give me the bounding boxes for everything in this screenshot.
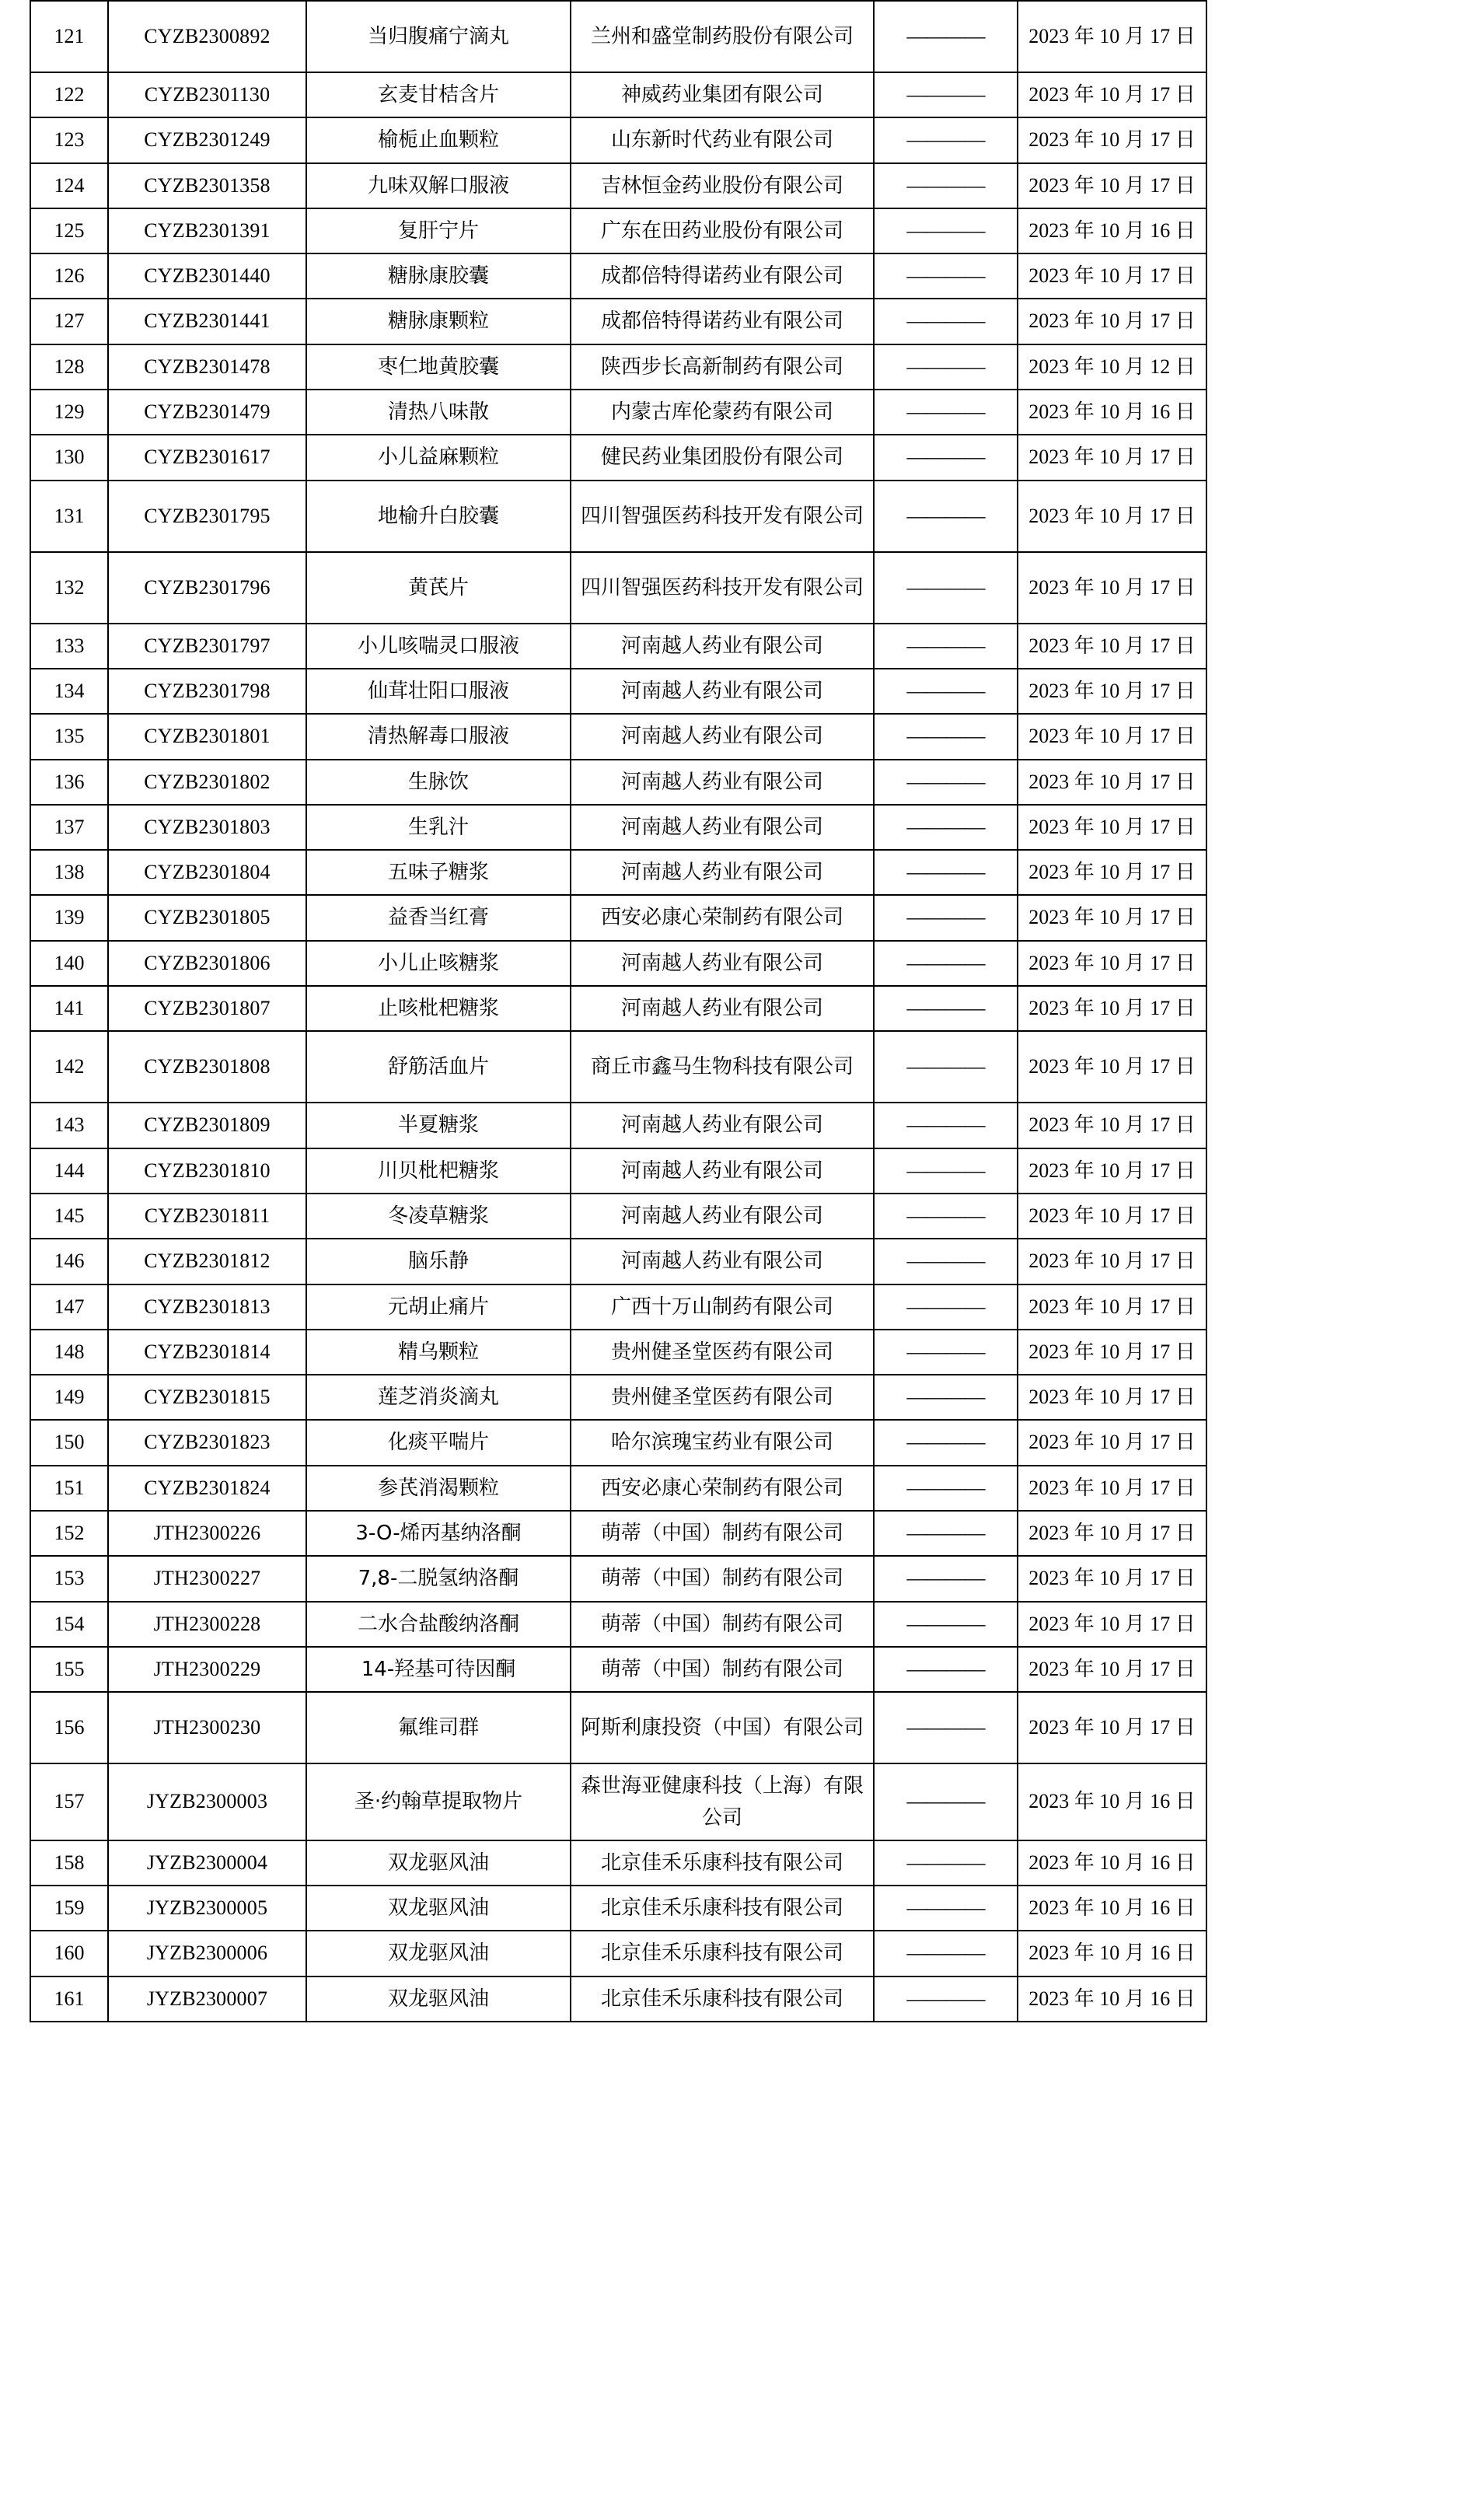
cell-drug-name: 榆栀止血颗粒 — [306, 117, 571, 163]
cell-remark: ———— — [874, 1977, 1018, 2022]
table-row — [30, 1239, 1206, 1284]
cell-company-name: 河南越人药业有限公司 — [571, 1239, 874, 1284]
cell-index: 144 — [30, 1148, 108, 1194]
cell-index: 130 — [30, 435, 108, 480]
cell-drug-name: 双龙驱风油 — [306, 1931, 571, 1976]
cell-date: 2023 年 10 月 17 日 — [1018, 850, 1206, 895]
cell-date: 2023 年 10 月 16 日 — [1018, 1840, 1206, 1886]
cell-remark: ———— — [874, 435, 1018, 480]
cell-drug-name: 14-羟基可待因酮 — [306, 1647, 571, 1692]
cell-drug-name: 化痰平喘片 — [306, 1420, 571, 1465]
cell-company-name: 北京佳禾乐康科技有限公司 — [571, 1886, 874, 1931]
cell-drug-name: 糖脉康颗粒 — [306, 299, 571, 344]
cell-drug-name: 3-O-烯丙基纳洛酮 — [306, 1511, 571, 1556]
cell-remark: ———— — [874, 208, 1018, 253]
table-row — [30, 1763, 1206, 1840]
table-row — [30, 941, 1206, 986]
cell-company-name: 广西十万山制药有限公司 — [571, 1284, 874, 1330]
cell-company-name: 北京佳禾乐康科技有限公司 — [571, 1840, 874, 1886]
cell-company-name: 四川智强医药科技开发有限公司 — [571, 552, 874, 624]
cell-drug-name: 五味子糖浆 — [306, 850, 571, 895]
cell-remark: ———— — [874, 1511, 1018, 1556]
cell-index: 156 — [30, 1692, 108, 1763]
cell-company-name: 健民药业集团股份有限公司 — [571, 435, 874, 480]
cell-drug-name: 仙茸壮阳口服液 — [306, 669, 571, 714]
cell-index: 153 — [30, 1556, 108, 1601]
cell-accept-number: JTH2300228 — [108, 1602, 306, 1647]
cell-company-name: 河南越人药业有限公司 — [571, 1194, 874, 1239]
cell-drug-name: 双龙驱风油 — [306, 1840, 571, 1886]
cell-company-name: 河南越人药业有限公司 — [571, 760, 874, 805]
cell-drug-name: 二水合盐酸纳洛酮 — [306, 1602, 571, 1647]
cell-company-name: 神威药业集团有限公司 — [571, 72, 874, 117]
cell-accept-number: CYZB2301441 — [108, 299, 306, 344]
cell-index: 131 — [30, 481, 108, 552]
cell-company-name: 萌蒂（中国）制药有限公司 — [571, 1647, 874, 1692]
cell-remark: ———— — [874, 1194, 1018, 1239]
cell-accept-number: CYZB2301809 — [108, 1103, 306, 1148]
cell-index: 139 — [30, 895, 108, 940]
cell-company-name: 贵州健圣堂医药有限公司 — [571, 1330, 874, 1375]
cell-index: 157 — [30, 1763, 108, 1840]
cell-accept-number: CYZB2301813 — [108, 1284, 306, 1330]
cell-company-name: 萌蒂（中国）制药有限公司 — [571, 1511, 874, 1556]
table-row — [30, 1375, 1206, 1420]
cell-company-name: 商丘市鑫马生物科技有限公司 — [571, 1031, 874, 1103]
cell-accept-number: CYZB2301796 — [108, 552, 306, 624]
cell-company-name: 河南越人药业有限公司 — [571, 850, 874, 895]
cell-accept-number: CYZB2301391 — [108, 208, 306, 253]
cell-drug-name: 黄芪片 — [306, 552, 571, 624]
cell-index: 141 — [30, 986, 108, 1031]
cell-company-name: 成都倍特得诺药业有限公司 — [571, 299, 874, 344]
table-row — [30, 1977, 1206, 2022]
cell-drug-name: 地榆升白胶囊 — [306, 481, 571, 552]
cell-remark: ———— — [874, 1931, 1018, 1976]
cell-remark: ———— — [874, 895, 1018, 940]
cell-accept-number: CYZB2301478 — [108, 344, 306, 390]
cell-index: 135 — [30, 714, 108, 759]
cell-drug-name: 枣仁地黄胶囊 — [306, 344, 571, 390]
cell-drug-name: 九味双解口服液 — [306, 163, 571, 208]
cell-index: 127 — [30, 299, 108, 344]
cell-accept-number: CYZB2301130 — [108, 72, 306, 117]
cell-drug-name: 玄麦甘桔含片 — [306, 72, 571, 117]
cell-accept-number: CYZB2301797 — [108, 624, 306, 669]
cell-company-name: 四川智强医药科技开发有限公司 — [571, 481, 874, 552]
cell-company-name: 西安必康心荣制药有限公司 — [571, 1466, 874, 1511]
cell-accept-number: CYZB2301824 — [108, 1466, 306, 1511]
cell-date: 2023 年 10 月 17 日 — [1018, 299, 1206, 344]
cell-remark: ———— — [874, 714, 1018, 759]
cell-date: 2023 年 10 月 17 日 — [1018, 72, 1206, 117]
table-row — [30, 1330, 1206, 1375]
cell-company-name: 成都倍特得诺药业有限公司 — [571, 253, 874, 299]
cell-date: 2023 年 10 月 17 日 — [1018, 760, 1206, 805]
cell-index: 126 — [30, 253, 108, 299]
cell-company-name: 吉林恒金药业股份有限公司 — [571, 163, 874, 208]
cell-remark: ———— — [874, 1103, 1018, 1148]
table-row — [30, 1692, 1206, 1763]
cell-date: 2023 年 10 月 17 日 — [1018, 1103, 1206, 1148]
table-body — [30, 1, 1206, 2022]
cell-company-name: 陕西步长高新制药有限公司 — [571, 344, 874, 390]
cell-remark: ———— — [874, 1330, 1018, 1375]
cell-date: 2023 年 10 月 16 日 — [1018, 1931, 1206, 1976]
cell-remark: ———— — [874, 1239, 1018, 1284]
cell-drug-name: 小儿益麻颗粒 — [306, 435, 571, 480]
cell-accept-number: CYZB2301617 — [108, 435, 306, 480]
cell-accept-number: JTH2300229 — [108, 1647, 306, 1692]
cell-accept-number: CYZB2301806 — [108, 941, 306, 986]
cell-date: 2023 年 10 月 17 日 — [1018, 669, 1206, 714]
cell-accept-number: CYZB2301805 — [108, 895, 306, 940]
cell-date: 2023 年 10 月 17 日 — [1018, 1692, 1206, 1763]
table-row — [30, 1284, 1206, 1330]
cell-drug-name: 双龙驱风油 — [306, 1886, 571, 1931]
cell-company-name: 内蒙古库伦蒙药有限公司 — [571, 390, 874, 435]
cell-remark: ———— — [874, 1886, 1018, 1931]
table-row — [30, 760, 1206, 805]
cell-drug-name: 脑乐静 — [306, 1239, 571, 1284]
table-row — [30, 895, 1206, 940]
cell-drug-name: 清热解毒口服液 — [306, 714, 571, 759]
cell-date: 2023 年 10 月 17 日 — [1018, 1511, 1206, 1556]
cell-drug-name: 小儿止咳糖浆 — [306, 941, 571, 986]
cell-company-name: 北京佳禾乐康科技有限公司 — [571, 1977, 874, 2022]
cell-remark: ———— — [874, 1375, 1018, 1420]
cell-accept-number: JYZB2300005 — [108, 1886, 306, 1931]
cell-drug-name: 圣·约翰草提取物片 — [306, 1763, 571, 1840]
cell-index: 160 — [30, 1931, 108, 1976]
cell-accept-number: CYZB2301804 — [108, 850, 306, 895]
cell-drug-name: 生乳汁 — [306, 805, 571, 850]
cell-date: 2023 年 10 月 12 日 — [1018, 344, 1206, 390]
cell-date: 2023 年 10 月 17 日 — [1018, 435, 1206, 480]
cell-drug-name: 7,8-二脱氢纳洛酮 — [306, 1556, 571, 1601]
cell-index: 148 — [30, 1330, 108, 1375]
cell-company-name: 河南越人药业有限公司 — [571, 624, 874, 669]
cell-date: 2023 年 10 月 17 日 — [1018, 1239, 1206, 1284]
cell-accept-number: JYZB2300006 — [108, 1931, 306, 1976]
table-row — [30, 481, 1206, 552]
cell-remark: ———— — [874, 1763, 1018, 1840]
cell-index: 161 — [30, 1977, 108, 2022]
cell-index: 132 — [30, 552, 108, 624]
cell-company-name: 河南越人药业有限公司 — [571, 986, 874, 1031]
cell-remark: ———— — [874, 850, 1018, 895]
cell-index: 137 — [30, 805, 108, 850]
cell-remark: ———— — [874, 1692, 1018, 1763]
cell-index: 154 — [30, 1602, 108, 1647]
cell-accept-number: CYZB2301814 — [108, 1330, 306, 1375]
cell-company-name: 兰州和盛堂制药股份有限公司 — [571, 1, 874, 72]
cell-date: 2023 年 10 月 17 日 — [1018, 1194, 1206, 1239]
cell-accept-number: CYZB2301801 — [108, 714, 306, 759]
cell-date: 2023 年 10 月 16 日 — [1018, 1763, 1206, 1840]
cell-remark: ———— — [874, 624, 1018, 669]
table-row — [30, 1886, 1206, 1931]
cell-index: 123 — [30, 117, 108, 163]
cell-index: 151 — [30, 1466, 108, 1511]
cell-date: 2023 年 10 月 17 日 — [1018, 1466, 1206, 1511]
cell-accept-number: CYZB2301812 — [108, 1239, 306, 1284]
table-row — [30, 208, 1206, 253]
cell-remark: ———— — [874, 1602, 1018, 1647]
cell-accept-number: CYZB2301479 — [108, 390, 306, 435]
cell-drug-name: 益香当红膏 — [306, 895, 571, 940]
cell-remark: ———— — [874, 117, 1018, 163]
table-row — [30, 253, 1206, 299]
cell-drug-name: 参芪消渴颗粒 — [306, 1466, 571, 1511]
table-row — [30, 163, 1206, 208]
cell-date: 2023 年 10 月 17 日 — [1018, 941, 1206, 986]
table-row — [30, 72, 1206, 117]
cell-company-name: 河南越人药业有限公司 — [571, 1148, 874, 1194]
cell-accept-number: CYZB2301249 — [108, 117, 306, 163]
cell-index: 146 — [30, 1239, 108, 1284]
cell-accept-number: CYZB2301795 — [108, 481, 306, 552]
cell-date: 2023 年 10 月 17 日 — [1018, 624, 1206, 669]
cell-index: 142 — [30, 1031, 108, 1103]
cell-date: 2023 年 10 月 17 日 — [1018, 1602, 1206, 1647]
cell-company-name: 河南越人药业有限公司 — [571, 805, 874, 850]
cell-accept-number: JYZB2300007 — [108, 1977, 306, 2022]
cell-drug-name: 清热八味散 — [306, 390, 571, 435]
cell-index: 159 — [30, 1886, 108, 1931]
cell-company-name: 河南越人药业有限公司 — [571, 1103, 874, 1148]
cell-index: 121 — [30, 1, 108, 72]
cell-index: 133 — [30, 624, 108, 669]
cell-company-name: 森世海亚健康科技（上海）有限公司 — [571, 1763, 874, 1840]
cell-index: 128 — [30, 344, 108, 390]
table-row — [30, 1148, 1206, 1194]
cell-drug-name: 冬凌草糖浆 — [306, 1194, 571, 1239]
table-row — [30, 986, 1206, 1031]
cell-remark: ———— — [874, 344, 1018, 390]
cell-company-name: 河南越人药业有限公司 — [571, 669, 874, 714]
table-row — [30, 299, 1206, 344]
cell-drug-name: 小儿咳喘灵口服液 — [306, 624, 571, 669]
cell-index: 152 — [30, 1511, 108, 1556]
cell-accept-number: JTH2300226 — [108, 1511, 306, 1556]
cell-date: 2023 年 10 月 17 日 — [1018, 1375, 1206, 1420]
table-row — [30, 1931, 1206, 1976]
cell-date: 2023 年 10 月 17 日 — [1018, 1148, 1206, 1194]
cell-date: 2023 年 10 月 17 日 — [1018, 986, 1206, 1031]
table-row — [30, 390, 1206, 435]
cell-drug-name: 复肝宁片 — [306, 208, 571, 253]
cell-accept-number: JYZB2300003 — [108, 1763, 306, 1840]
cell-index: 138 — [30, 850, 108, 895]
cell-remark: ———— — [874, 1284, 1018, 1330]
cell-index: 129 — [30, 390, 108, 435]
cell-remark: ———— — [874, 253, 1018, 299]
cell-accept-number: CYZB2301358 — [108, 163, 306, 208]
cell-drug-name: 双龙驱风油 — [306, 1977, 571, 2022]
cell-drug-name: 生脉饮 — [306, 760, 571, 805]
cell-drug-name: 莲芝消炎滴丸 — [306, 1375, 571, 1420]
cell-remark: ———— — [874, 1031, 1018, 1103]
cell-company-name: 哈尔滨瑰宝药业有限公司 — [571, 1420, 874, 1465]
cell-index: 145 — [30, 1194, 108, 1239]
cell-index: 150 — [30, 1420, 108, 1465]
cell-date: 2023 年 10 月 17 日 — [1018, 714, 1206, 759]
cell-index: 158 — [30, 1840, 108, 1886]
cell-remark: ———— — [874, 1, 1018, 72]
cell-remark: ———— — [874, 986, 1018, 1031]
cell-date: 2023 年 10 月 17 日 — [1018, 1, 1206, 72]
cell-drug-name: 半夏糖浆 — [306, 1103, 571, 1148]
cell-index: 125 — [30, 208, 108, 253]
cell-index: 136 — [30, 760, 108, 805]
cell-drug-name: 当归腹痛宁滴丸 — [306, 1, 571, 72]
cell-index: 143 — [30, 1103, 108, 1148]
table-row — [30, 1840, 1206, 1886]
cell-remark: ———— — [874, 163, 1018, 208]
cell-drug-name: 精乌颗粒 — [306, 1330, 571, 1375]
table-row — [30, 669, 1206, 714]
cell-company-name: 河南越人药业有限公司 — [571, 941, 874, 986]
cell-index: 140 — [30, 941, 108, 986]
cell-remark: ———— — [874, 299, 1018, 344]
table-row — [30, 850, 1206, 895]
table-row — [30, 1, 1206, 72]
cell-accept-number: CYZB2300892 — [108, 1, 306, 72]
table-row — [30, 1466, 1206, 1511]
table-row — [30, 435, 1206, 480]
cell-accept-number: CYZB2301808 — [108, 1031, 306, 1103]
table-row — [30, 552, 1206, 624]
cell-drug-name: 止咳枇杷糖浆 — [306, 986, 571, 1031]
cell-remark: ———— — [874, 481, 1018, 552]
cell-index: 149 — [30, 1375, 108, 1420]
cell-remark: ———— — [874, 1840, 1018, 1886]
cell-date: 2023 年 10 月 17 日 — [1018, 117, 1206, 163]
cell-company-name: 西安必康心荣制药有限公司 — [571, 895, 874, 940]
cell-company-name: 广东在田药业股份有限公司 — [571, 208, 874, 253]
cell-drug-name: 氟维司群 — [306, 1692, 571, 1763]
cell-remark: ———— — [874, 552, 1018, 624]
cell-index: 122 — [30, 72, 108, 117]
cell-date: 2023 年 10 月 17 日 — [1018, 1284, 1206, 1330]
cell-remark: ———— — [874, 1647, 1018, 1692]
cell-company-name: 贵州健圣堂医药有限公司 — [571, 1375, 874, 1420]
cell-index: 147 — [30, 1284, 108, 1330]
cell-company-name: 北京佳禾乐康科技有限公司 — [571, 1931, 874, 1976]
table-row — [30, 1420, 1206, 1465]
cell-date: 2023 年 10 月 17 日 — [1018, 1031, 1206, 1103]
cell-accept-number: CYZB2301811 — [108, 1194, 306, 1239]
cell-accept-number: CYZB2301823 — [108, 1420, 306, 1465]
drug-registration-table — [30, 0, 1207, 2022]
table-row — [30, 1602, 1206, 1647]
table-row — [30, 117, 1206, 163]
cell-remark: ———— — [874, 805, 1018, 850]
cell-remark: ———— — [874, 760, 1018, 805]
cell-remark: ———— — [874, 1420, 1018, 1465]
table-row — [30, 1031, 1206, 1103]
cell-accept-number: CYZB2301807 — [108, 986, 306, 1031]
cell-date: 2023 年 10 月 16 日 — [1018, 208, 1206, 253]
cell-accept-number: CYZB2301815 — [108, 1375, 306, 1420]
cell-company-name: 河南越人药业有限公司 — [571, 714, 874, 759]
table-row — [30, 714, 1206, 759]
cell-date: 2023 年 10 月 16 日 — [1018, 1977, 1206, 2022]
table-row — [30, 1511, 1206, 1556]
cell-accept-number: CYZB2301802 — [108, 760, 306, 805]
table-row — [30, 1647, 1206, 1692]
cell-remark: ———— — [874, 941, 1018, 986]
cell-date: 2023 年 10 月 17 日 — [1018, 552, 1206, 624]
cell-company-name: 阿斯利康投资（中国）有限公司 — [571, 1692, 874, 1763]
cell-date: 2023 年 10 月 17 日 — [1018, 895, 1206, 940]
cell-remark: ———— — [874, 669, 1018, 714]
cell-date: 2023 年 10 月 17 日 — [1018, 163, 1206, 208]
cell-date: 2023 年 10 月 16 日 — [1018, 1886, 1206, 1931]
cell-remark: ———— — [874, 390, 1018, 435]
cell-remark: ———— — [874, 72, 1018, 117]
cell-date: 2023 年 10 月 17 日 — [1018, 1647, 1206, 1692]
cell-date: 2023 年 10 月 17 日 — [1018, 1330, 1206, 1375]
table-row — [30, 1194, 1206, 1239]
cell-index: 124 — [30, 163, 108, 208]
cell-accept-number: JYZB2300004 — [108, 1840, 306, 1886]
cell-date: 2023 年 10 月 17 日 — [1018, 253, 1206, 299]
cell-company-name: 萌蒂（中国）制药有限公司 — [571, 1602, 874, 1647]
table-row — [30, 805, 1206, 850]
table-row — [30, 344, 1206, 390]
cell-remark: ———— — [874, 1466, 1018, 1511]
cell-accept-number: JTH2300230 — [108, 1692, 306, 1763]
cell-drug-name: 舒筋活血片 — [306, 1031, 571, 1103]
cell-accept-number: JTH2300227 — [108, 1556, 306, 1601]
cell-date: 2023 年 10 月 17 日 — [1018, 805, 1206, 850]
cell-accept-number: CYZB2301803 — [108, 805, 306, 850]
cell-remark: ———— — [874, 1556, 1018, 1601]
cell-company-name: 山东新时代药业有限公司 — [571, 117, 874, 163]
table-row — [30, 624, 1206, 669]
cell-accept-number: CYZB2301810 — [108, 1148, 306, 1194]
cell-remark: ———— — [874, 1148, 1018, 1194]
cell-date: 2023 年 10 月 17 日 — [1018, 1420, 1206, 1465]
cell-date: 2023 年 10 月 17 日 — [1018, 481, 1206, 552]
cell-drug-name: 糖脉康胶囊 — [306, 253, 571, 299]
cell-drug-name: 川贝枇杷糖浆 — [306, 1148, 571, 1194]
cell-index: 134 — [30, 669, 108, 714]
cell-index: 155 — [30, 1647, 108, 1692]
cell-date: 2023 年 10 月 17 日 — [1018, 1556, 1206, 1601]
cell-accept-number: CYZB2301798 — [108, 669, 306, 714]
cell-drug-name: 元胡止痛片 — [306, 1284, 571, 1330]
cell-company-name: 萌蒂（中国）制药有限公司 — [571, 1556, 874, 1601]
cell-date: 2023 年 10 月 16 日 — [1018, 390, 1206, 435]
table-row — [30, 1103, 1206, 1148]
cell-accept-number: CYZB2301440 — [108, 253, 306, 299]
table-row — [30, 1556, 1206, 1601]
